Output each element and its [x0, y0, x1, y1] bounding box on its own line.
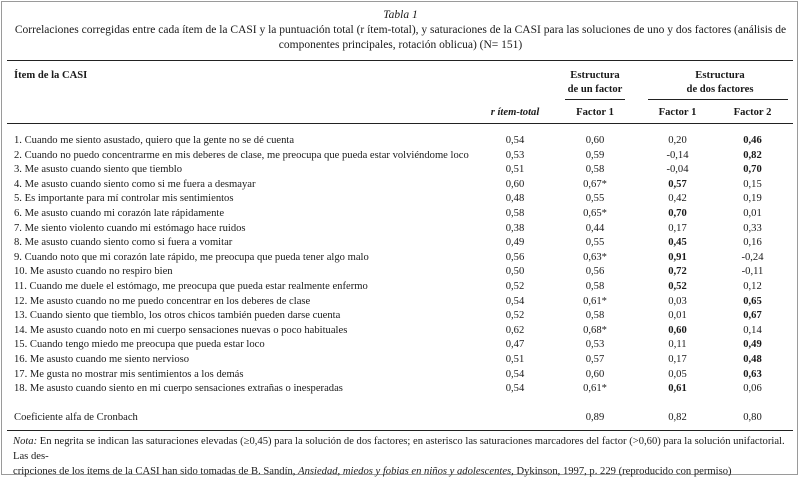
header-r-item-total: r ítem-total — [490, 107, 540, 118]
header-factor2: Factor 2 — [733, 107, 772, 118]
row-factor1: 0,61 — [668, 383, 687, 395]
row-one-factor: 0,44 — [585, 222, 605, 234]
row-factor2: 0,01 — [743, 208, 762, 219]
row-item: 2. Cuando no puedo concentrarme en mis deberes de clase, me preocupa que pueda estar volviéndome loco — [14, 149, 469, 161]
row-factor1: 0,60 — [668, 324, 687, 336]
row-factor2: -0,24 — [741, 251, 764, 263]
row-factor1: 0,20 — [668, 135, 687, 146]
row-factor1: 0,11 — [668, 339, 687, 351]
row-factor2: 0,19 — [743, 193, 762, 205]
row-r-item-total: 0,54 — [505, 295, 525, 307]
row-r-item-total: 0,52 — [505, 281, 525, 292]
alpha-label: Coeficiente alfa de Cronbach — [14, 412, 138, 423]
one-factor-rule — [565, 99, 625, 100]
row-r-item-total: 0,56 — [505, 251, 525, 263]
row-r-item-total: 0,54 — [505, 135, 525, 146]
row-r-item-total: 0,60 — [505, 178, 525, 190]
row-factor2: 0,67 — [743, 310, 762, 322]
row-r-item-total: 0,50 — [505, 266, 525, 278]
note-text-2a: cripciones de los ítems de la CASI han sido tomadas de B. Sandín, — [13, 466, 296, 477]
row-one-factor: 0,59 — [585, 149, 605, 161]
row-one-factor: 0,55 — [585, 193, 605, 205]
row-factor2: 0,65 — [743, 295, 762, 307]
row-factor2: 0,82 — [743, 149, 762, 161]
alpha-factor2: 0,80 — [743, 412, 762, 423]
note-line2 — [13, 464, 788, 479]
row-factor2: 0,14 — [743, 324, 762, 336]
header-rule — [7, 123, 793, 124]
row-factor1: 0,17 — [668, 222, 687, 234]
row-factor1: -0,04 — [666, 164, 689, 176]
row-item: 15. Cuando tengo miedo me preocupa que pueda estar loco — [14, 339, 265, 351]
row-factor1: 0,57 — [668, 178, 687, 190]
table-title-line2: componentes principales, rotación oblicua) (N= 151) — [278, 39, 523, 51]
row-one-factor: 0,65* — [583, 208, 607, 219]
row-r-item-total: 0,38 — [505, 222, 525, 234]
row-item: 12. Me asusto cuando no me puedo concentrar en los deberes de clase — [14, 295, 311, 307]
row-r-item-total: 0,52 — [505, 310, 525, 322]
row-item: 9. Cuando noto que mi corazón late rápido, me preocupa que pueda tener algo malo — [14, 251, 369, 263]
note-label: Nota: — [13, 436, 38, 447]
top-rule — [7, 60, 793, 61]
note-book-title: Ansiedad, miedos y fobias en niños y adolescentes, — [298, 466, 514, 477]
row-r-item-total: 0,51 — [505, 354, 525, 365]
row-factor1: 0,03 — [668, 295, 687, 307]
table-note — [13, 434, 788, 479]
row-item: 11. Cuando me duele el estómago, me preocupa que pueda estar realmente enfermo — [14, 281, 368, 292]
row-factor1: 0,45 — [668, 237, 687, 249]
row-factor2: 0,15 — [743, 178, 762, 190]
row-factor1: 0,91 — [668, 251, 687, 263]
note-text-2b: Dykinson, 1997, p. 229 (reproducido con permiso) — [516, 466, 732, 477]
row-one-factor: 0,68* — [583, 324, 607, 336]
row-item: 17. Me gusta no mostrar mis sentimientos a los demás — [14, 368, 244, 380]
row-one-factor: 0,55 — [585, 237, 605, 249]
row-r-item-total: 0,53 — [505, 149, 525, 161]
row-factor1: 0,05 — [668, 368, 687, 380]
table-title-line1: Correlaciones corregidas entre cada ítem de la CASI y la puntuación total (r ítem-total), y saturaciones de la CASI para las soluciones de uno y dos factores (análisis de — [14, 24, 787, 36]
row-one-factor: 0,67* — [583, 178, 607, 190]
header-two-factors-line1: Estructura — [695, 70, 745, 81]
row-factor1: 0,42 — [668, 193, 687, 205]
row-item: 3. Me asusto cuando siento que tiemblo — [14, 164, 182, 176]
row-factor1: 0,72 — [668, 266, 687, 278]
table-label: Tabla 1 — [383, 9, 418, 21]
row-item: 13. Cuando siento que tiemblo, los otros chicos también pueden darse cuenta — [14, 310, 341, 322]
row-one-factor: 0,60 — [585, 368, 605, 380]
row-one-factor: 0,63* — [583, 251, 607, 263]
row-item: 16. Me asusto cuando me siento nervioso — [14, 354, 190, 365]
row-factor1: 0,17 — [668, 354, 687, 365]
row-item: 10. Me asusto cuando no respiro bien — [14, 266, 173, 278]
header-one-factor-line2: de un factor — [567, 84, 623, 95]
header-item: Ítem de la CASI — [14, 70, 88, 81]
row-r-item-total: 0,49 — [505, 237, 525, 249]
row-factor2: 0,16 — [743, 237, 762, 249]
row-r-item-total: 0,48 — [505, 193, 525, 205]
row-factor2: 0,48 — [743, 354, 762, 365]
row-r-item-total: 0,58 — [505, 208, 525, 219]
row-factor1: 0,70 — [668, 208, 687, 219]
row-item: 5. Es importante para mí controlar mis sentimientos — [14, 193, 234, 205]
row-factor2: 0,49 — [743, 339, 762, 351]
row-factor1: 0,01 — [668, 310, 687, 322]
row-one-factor: 0,58 — [585, 281, 605, 292]
row-factor1: -0,14 — [666, 149, 689, 161]
bottom-rule — [7, 430, 793, 431]
row-one-factor: 0,53 — [585, 339, 605, 351]
row-r-item-total: 0,47 — [505, 339, 525, 351]
row-item: 8. Me asusto cuando siento como si fuera a vomitar — [14, 237, 233, 249]
row-item: 18. Me asusto cuando siento en mi cuerpo sensaciones extrañas o inesperadas — [14, 383, 343, 395]
row-one-factor: 0,60 — [585, 135, 605, 146]
row-factor2: 0,06 — [743, 383, 762, 395]
row-factor1: 0,52 — [668, 281, 687, 292]
row-factor2: 0,70 — [743, 164, 762, 176]
header-factor1-single: Factor 1 — [576, 107, 614, 118]
row-factor2: 0,33 — [743, 222, 762, 234]
alpha-factor1: 0,82 — [668, 412, 687, 423]
row-item: 4. Me asusto cuando siento como si me fuera a desmayar — [14, 178, 256, 190]
row-factor2: 0,46 — [743, 135, 762, 146]
row-r-item-total: 0,54 — [505, 383, 525, 395]
row-factor2: 0,12 — [743, 281, 762, 292]
row-r-item-total: 0,51 — [505, 164, 525, 176]
row-item: 6. Me asusto cuando mi corazón late rápidamente — [14, 208, 225, 219]
row-one-factor: 0,56 — [585, 266, 605, 278]
note-text-1: En negrita se indican las saturaciones elevadas (≥0,45) para la solución de dos factores; en asterisco las saturaciones marcadores del factor (>0,60) para la solución unifactorial. Las des- — [13, 436, 785, 462]
row-r-item-total: 0,62 — [505, 324, 525, 336]
table-caption — [0, 8, 801, 53]
row-one-factor: 0,57 — [585, 354, 605, 365]
row-one-factor: 0,61* — [583, 383, 607, 395]
header-two-factors-line2: de dos factores — [686, 84, 754, 95]
row-one-factor: 0,58 — [585, 164, 605, 176]
row-item: 1. Cuando me siento asustado, quiero que la gente no se dé cuenta — [14, 135, 295, 146]
row-factor2: -0,11 — [741, 266, 764, 278]
header-one-factor-line1: Estructura — [570, 70, 620, 81]
note-line1 — [13, 434, 788, 464]
row-item: 7. Me siento violento cuando mi estómago hace ruidos — [14, 222, 246, 234]
row-factor2: 0,63 — [743, 368, 762, 380]
two-factors-rule — [648, 99, 788, 100]
row-one-factor: 0,58 — [585, 310, 605, 322]
header-factor1: Factor 1 — [658, 107, 697, 118]
row-item: 14. Me asusto cuando noto en mi cuerpo sensaciones nuevas o poco habituales — [14, 324, 348, 336]
alpha-one-factor: 0,89 — [585, 412, 605, 423]
row-one-factor: 0,61* — [583, 295, 607, 307]
row-r-item-total: 0,54 — [505, 368, 525, 380]
